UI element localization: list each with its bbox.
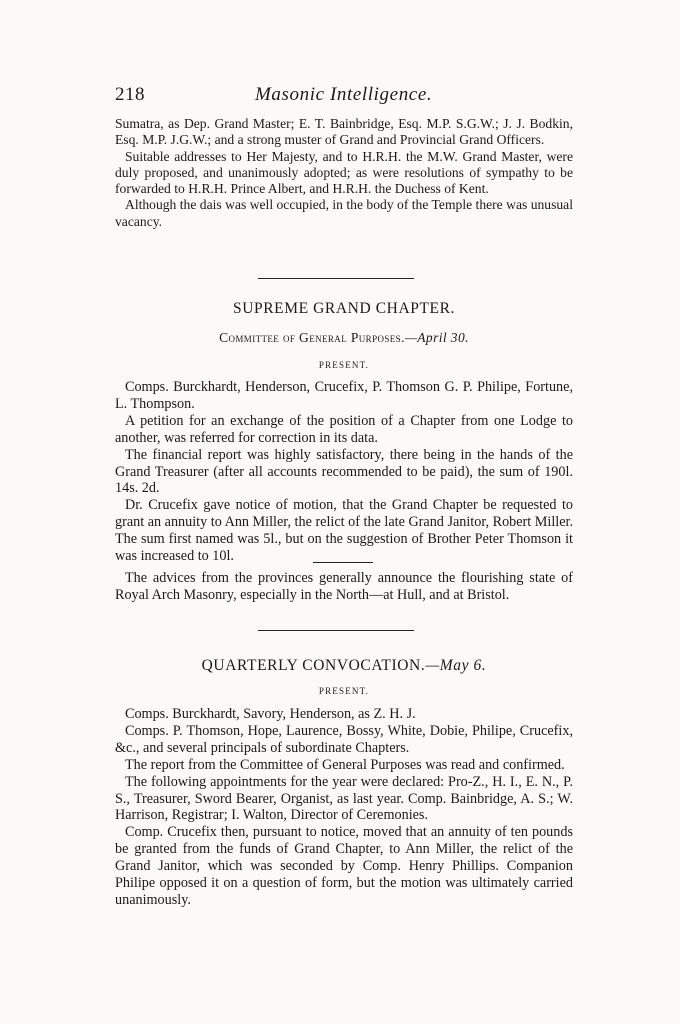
section2-body (115, 706, 573, 909)
section1-paragraph-3: The financial report was highly satisfactory, there being in the hands of the Grand Treasurer (after all accounts recommended to be paid), the sum of 190l. 14s. 2d. (115, 446, 573, 497)
section-divider-2 (258, 630, 414, 631)
section1-paragraph-5: The advices from the provinces generally announce the flourishing state of Royal Arch Masonry, especially in the North—at Hull, and at Bristol. (115, 570, 573, 603)
section2-paragraph-4: The following appointments for the year were declared: Pro-Z., H. I., E. N., P. S., Treasurer, Sword Bearer, Organist, as last year. Comp. Bainbridge, A. S.; W. Harrison, Registrar; I. Walton, Director of Ceremonies. (115, 773, 573, 824)
section2-paragraph-3: The report from the Committee of General Purposes was read and confirmed. (125, 756, 565, 773)
running-title: Masonic Intelligence. (255, 84, 433, 105)
intro-paragraph-1: Sumatra, as Dep. Grand Master; E. T. Bainbridge, Esq. M.P. S.G.W.; J. J. Bodkin, Esq. M.P. J.G.W.; and a strong muster of Grand and Provincial Grand Officers. (115, 116, 573, 148)
section2-paragraph-2: Comps. P. Thomson, Hope, Laurence, Bossy, White, Dobie, Philipe, Crucefix, &c., and several principals of subordinate Chapters. (115, 722, 573, 756)
committee-name: Committee of General Purposes. (219, 330, 405, 345)
running-head (115, 84, 575, 110)
section-heading-supreme-grand-chapter: SUPREME GRAND CHAPTER. (232, 300, 456, 317)
section1-body (115, 379, 573, 565)
section1-paragraph-4: Dr. Crucefix gave notice of motion, that the Grand Chapter be requested to grant an annuity to Ann Miller, the relict of the late Grand Janitor, Robert Miller. The sum first named was 5l., but on the suggestion of Brother Peter Thomson it was increased to 10l. (115, 497, 573, 565)
short-rule (313, 562, 373, 563)
section1-paragraph-2: A petition for an exchange of the position of a Chapter from one Lodge to another, was referred for correction in its data. (115, 412, 573, 446)
section1-paragraph-1: Comps. Burckhardt, Henderson, Crucefix, P. Thomson G. P. Philipe, Fortune, L. Thompson. (115, 379, 573, 412)
section2-paragraph-5: Comp. Crucefix then, pursuant to notice, moved that an annuity of ten pounds be granted from the funds of Grand Chapter, to Ann Miller, the relict of the Grand Janitor, which was seconded by Comp. Henry Phillips. Companion Philipe opposed it on a question of form, but the motion was ultimately carried unanimously. (115, 824, 573, 908)
section2-paragraph-1: Comps. Burckhardt, Savory, Henderson, as Z. H. J. (125, 706, 416, 722)
section-subheading-committee (115, 330, 573, 346)
section-divider-1 (258, 278, 414, 279)
page-number: 218 (115, 84, 145, 105)
present-label-1: PRESENT. (318, 360, 370, 370)
intro-text (115, 116, 573, 230)
section-heading-quarterly-convocation (115, 657, 573, 675)
intro-paragraph-3: Although the dais was well occupied, in the body of the Temple there was unusual vacancy. (115, 197, 573, 229)
section1-closing (115, 570, 573, 604)
convocation-title: QUARTERLY CONVOCATION. (201, 657, 426, 674)
present-label-2: PRESENT. (318, 686, 370, 696)
intro-paragraph-2: Suitable addresses to Her Majesty, and to H.R.H. the M.W. Grand Master, were duly proposed, and unanimously adopted; as were resolutions of sympathy to be forwarded to H.R.H. Prince Albert, and H.R.H. the Duchess of Kent. (115, 148, 573, 197)
convocation-date: —May 6. (425, 657, 487, 674)
committee-date: —April 30. (404, 330, 469, 345)
